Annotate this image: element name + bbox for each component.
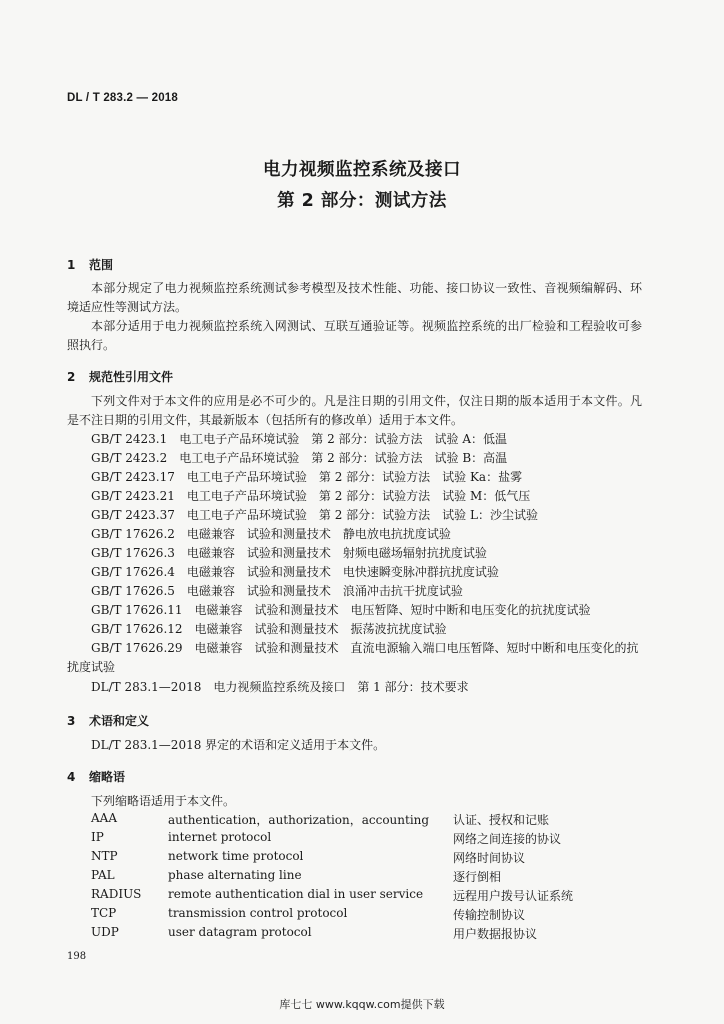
- page-number: 198: [67, 951, 87, 962]
- reference-item: GB/T 17626.12 电磁兼容 试验和测量技术 振荡波抗扰度试验: [91, 622, 447, 636]
- download-watermark-link[interactable]: 库七七 www.kqqw.com提供下载: [279, 998, 445, 1011]
- paragraph: 本部分适用于电力视频监控系统入网测试、互联互通验证等。视频监控系统的出厂检验和工程验收可参照执行。: [67, 319, 642, 352]
- abbreviation-row: [91, 849, 651, 867]
- section-number: 2: [67, 370, 76, 384]
- abbreviation: UDP: [91, 925, 119, 939]
- abbreviation-cn: 认证、授权和记账: [453, 813, 550, 827]
- abbreviation-full: internet protocol: [168, 830, 272, 844]
- section-heading-2: [67, 368, 173, 385]
- abbreviation: RADIUS: [91, 887, 142, 901]
- reference-item: GB/T 17626.29 电磁兼容 试验和测量技术 直流电源输入端口电压暂降、短时中断和电压变化的抗扰度试验: [67, 641, 639, 674]
- abbreviation-row: [91, 811, 651, 829]
- document-title: 电力视频监控系统及接口: [263, 160, 461, 180]
- section-heading-4: [67, 768, 125, 785]
- abbreviation-full: transmission control protocol: [168, 906, 348, 920]
- section-title: 范围: [89, 258, 114, 272]
- paragraph: 下列文件对于本文件的应用是必不可少的。凡是注日期的引用文件，仅注日期的版本适用于本文件。凡是不注日期的引用文件，其最新版本（包括所有的修改单）适用于本文件。: [67, 394, 642, 427]
- abbreviation-full: network time protocol: [168, 849, 304, 863]
- section-number: 1: [67, 258, 76, 272]
- abbreviation-row: [91, 906, 651, 924]
- reference-item: GB/T 17626.3 电磁兼容 试验和测量技术 射频电磁场辐射抗扰度试验: [91, 546, 487, 560]
- abbreviation-cn: 网络时间协议: [453, 851, 526, 865]
- reference-item: GB/T 17626.2 电磁兼容 试验和测量技术 静电放电抗扰度试验: [91, 527, 451, 541]
- abbreviation: NTP: [91, 849, 118, 863]
- reference-item: GB/T 2423.37 电工电子产品环境试验 第 2 部分：试验方法 试验 L：沙尘试验: [91, 508, 538, 522]
- reference-item: GB/T 2423.21 电工电子产品环境试验 第 2 部分：试验方法 试验 M：低气压: [91, 489, 531, 503]
- reference-item: GB/T 17626.5 电磁兼容 试验和测量技术 浪涌冲击抗干扰度试验: [91, 584, 463, 598]
- abbreviation-full: user datagram protocol: [168, 925, 312, 939]
- abbreviation: TCP: [91, 906, 117, 920]
- abbreviation-full: remote authentication dial in user service: [168, 887, 424, 901]
- reference-item: GB/T 2423.17 电工电子产品环境试验 第 2 部分：试验方法 试验 Ka：盐雾: [91, 470, 523, 484]
- abbreviation-cn: 远程用户拨号认证系统: [453, 889, 574, 903]
- reference-item: GB/T 17626.11 电磁兼容 试验和测量技术 电压暂降、短时中断和电压变化的抗扰度试验: [91, 603, 591, 617]
- paragraph: DL/T 283.1—2018 界定的术语和定义适用于本文件。: [91, 738, 386, 752]
- paragraph: 本部分规定了电力视频监控系统测试参考模型及技术性能、功能、接口协议一致性、音视频编解码、环境适应性等测试方法。: [67, 281, 642, 314]
- abbreviation-cn: 网络之间连接的协议: [453, 832, 562, 846]
- reference-item: GB/T 17626.4 电磁兼容 试验和测量技术 电快速瞬变脉冲群抗扰度试验: [91, 565, 499, 579]
- abbreviation-full: phase alternating line: [168, 868, 302, 882]
- section-heading-1: [67, 256, 113, 273]
- section-number: 3: [67, 714, 76, 728]
- abbreviation-full: authentication，authorization，accounting: [168, 813, 430, 827]
- abbreviation-cn: 传输控制协议: [453, 908, 526, 922]
- abbreviation: PAL: [91, 868, 115, 882]
- section-heading-3: [67, 712, 149, 729]
- abbreviation: IP: [91, 830, 104, 844]
- section-title: 缩略语: [89, 770, 126, 784]
- reference-item: GB/T 2423.2 电工电子产品环境试验 第 2 部分：试验方法 试验 B：高温: [91, 451, 508, 465]
- section-title: 术语和定义: [89, 714, 150, 728]
- section-number: 4: [67, 770, 76, 784]
- document-code: DL / T 283.2 — 2018: [67, 92, 178, 104]
- reference-item: GB/T 2423.1 电工电子产品环境试验 第 2 部分：试验方法 试验 A：低温: [91, 432, 508, 446]
- section-title: 规范性引用文件: [89, 370, 174, 384]
- document-subtitle: 第 2 部分：测试方法: [277, 191, 447, 211]
- paragraph: 下列缩略语适用于本文件。: [91, 794, 236, 808]
- abbreviation: AAA: [91, 811, 117, 825]
- abbreviation-cn: 逐行倒相: [453, 870, 502, 884]
- abbreviation-row: [91, 925, 651, 943]
- abbreviation-row: [91, 868, 651, 886]
- abbreviation-row: [91, 830, 651, 848]
- abbreviation-cn: 用户数据报协议: [453, 927, 538, 941]
- reference-item: DL/T 283.1—2018 电力视频监控系统及接口 第 1 部分：技术要求: [91, 680, 469, 694]
- abbreviation-row: [91, 887, 651, 905]
